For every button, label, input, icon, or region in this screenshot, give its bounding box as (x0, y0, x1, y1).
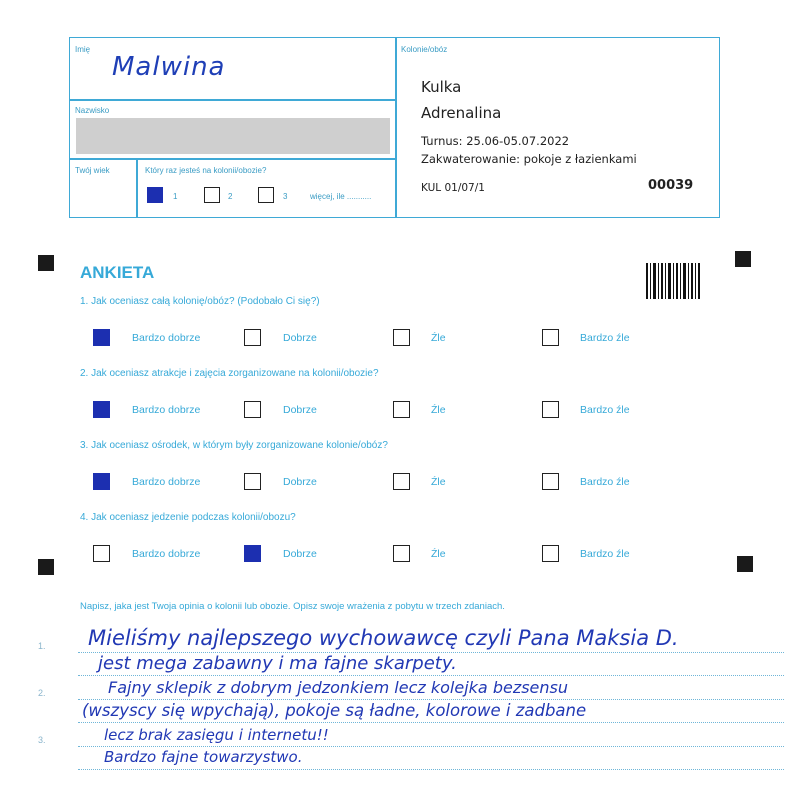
form-number: 00039 (648, 178, 694, 193)
question-2-option-1-checkbox[interactable] (93, 401, 110, 418)
question-2-option-1-label: Bardzo dobrze (132, 404, 201, 416)
imie-value[interactable]: Malwina (112, 52, 226, 82)
question-1-option-2-checkbox[interactable] (244, 329, 261, 346)
visit-count-1-label: 1 (173, 192, 178, 201)
question-4-option-2-checkbox[interactable] (244, 545, 261, 562)
question-3-option-4-label: Bardzo źle (580, 476, 630, 488)
opinion-dotline (78, 675, 784, 676)
question-4-option-3-label: Źle (431, 548, 446, 560)
registration-marker (38, 559, 54, 575)
question-1-option-3-label: Źle (431, 332, 446, 344)
question-4-option-1-checkbox[interactable] (93, 545, 110, 562)
opinion-line-1[interactable]: Mieliśmy najlepszego wychowawcę czyli Pana Maksia D. (88, 626, 679, 650)
question-1-option-4-label: Bardzo źle (580, 332, 630, 344)
question-2-option-4-checkbox[interactable] (542, 401, 559, 418)
question-1-option-3-checkbox[interactable] (393, 329, 410, 346)
visit-count-3-checkbox[interactable] (258, 187, 274, 203)
opinion-line-4[interactable]: (wszyscy się wpychają), pokoje są ładne, kolorowe i zadbane (82, 701, 587, 720)
opinion-line-2[interactable]: jest mega zabawny i ma fajne skarpety. (98, 653, 457, 674)
opinion-dotline (78, 769, 784, 770)
opinion-dotline (78, 746, 784, 747)
question-2-option-2-checkbox[interactable] (244, 401, 261, 418)
question-4-option-3-checkbox[interactable] (393, 545, 410, 562)
question-2-option-2-label: Dobrze (283, 404, 317, 416)
header-divider-3 (136, 158, 138, 218)
visit-count-2-checkbox[interactable] (204, 187, 220, 203)
visit-count-2-label: 2 (228, 192, 233, 201)
zakwaterowanie: Zakwaterowanie: pokoje z łazienkami (421, 152, 637, 166)
question-1-option-2-label: Dobrze (283, 332, 317, 344)
question-4-option-4-label: Bardzo źle (580, 548, 630, 560)
question-1-option-1-label: Bardzo dobrze (132, 332, 201, 344)
opinion-dotline (78, 722, 784, 723)
turnus: Turnus: 25.06-05.07.2022 (421, 134, 570, 148)
question-3-option-3-checkbox[interactable] (393, 473, 410, 490)
camp-line-1: Kulka (421, 78, 462, 96)
opinion-dotline (78, 699, 784, 700)
question-1-option-1-checkbox[interactable] (93, 329, 110, 346)
imie-label: Imię (75, 45, 91, 54)
camp-line-2: Adrenalina (421, 104, 502, 122)
opinion-number-2: 2. (38, 688, 46, 698)
ktory-raz-label: Który raz jesteś na kolonii/obozie? (145, 166, 267, 175)
opinion-prompt: Napisz, jaka jest Twoja opinia o kolonii lub obozie. Opisz swoje wrażenia z pobytu w trzech zdaniach. (80, 601, 505, 612)
header-divider-1 (69, 99, 395, 101)
kolonia-label: Kolonie/obóz (401, 45, 448, 54)
redacted-surname (76, 118, 390, 154)
registration-marker (38, 255, 54, 271)
question-3-option-1-label: Bardzo dobrze (132, 476, 201, 488)
question-1-option-4-checkbox[interactable] (542, 329, 559, 346)
wiek-label: Twój wiek (75, 166, 110, 175)
nazwisko-label: Nazwisko (75, 106, 110, 115)
visit-count-1-checkbox[interactable] (147, 187, 163, 203)
header-divider-vertical (395, 37, 397, 218)
question-2-option-3-checkbox[interactable] (393, 401, 410, 418)
visit-count-3-label: 3 (283, 192, 288, 201)
header-divider-2 (69, 158, 395, 160)
barcode-icon (646, 263, 700, 299)
question-4-option-1-label: Bardzo dobrze (132, 548, 201, 560)
survey-title: ANKIETA (80, 263, 155, 282)
question-3-option-1-checkbox[interactable] (93, 473, 110, 490)
question-2-option-4-label: Bardzo źle (580, 404, 630, 416)
kul-code: KUL 01/07/1 (421, 182, 485, 194)
question-4-option-2-label: Dobrze (283, 548, 317, 560)
question-2-option-3-label: Źle (431, 404, 446, 416)
registration-marker (737, 556, 753, 572)
question-3-text: 3. Jak oceniasz ośrodek, w którym były zorganizowane kolonie/obóz? (80, 440, 388, 451)
opinion-line-5[interactable]: lecz brak zasięgu i internetu!! (104, 726, 329, 744)
opinion-line-3[interactable]: Fajny sklepik z dobrym jedzonkiem lecz kolejka bezsensu (108, 678, 569, 697)
question-4-text: 4. Jak oceniasz jedzenie podczas kolonii/obozu? (80, 512, 296, 523)
opinion-line-6[interactable]: Bardzo fajne towarzystwo. (104, 748, 303, 766)
opinion-number-3: 3. (38, 735, 46, 745)
opinion-number-1: 1. (38, 641, 46, 651)
registration-marker (735, 251, 751, 267)
question-3-option-4-checkbox[interactable] (542, 473, 559, 490)
wiecej-label: więcej, ile ........... (310, 192, 372, 201)
question-4-option-4-checkbox[interactable] (542, 545, 559, 562)
question-3-option-2-label: Dobrze (283, 476, 317, 488)
question-2-text: 2. Jak oceniasz atrakcje i zajęcia zorganizowane na kolonii/obozie? (80, 368, 379, 379)
question-3-option-2-checkbox[interactable] (244, 473, 261, 490)
question-1-text: 1. Jak oceniasz całą kolonię/obóz? (Podobało Ci się?) (80, 296, 320, 307)
question-3-option-3-label: Źle (431, 476, 446, 488)
